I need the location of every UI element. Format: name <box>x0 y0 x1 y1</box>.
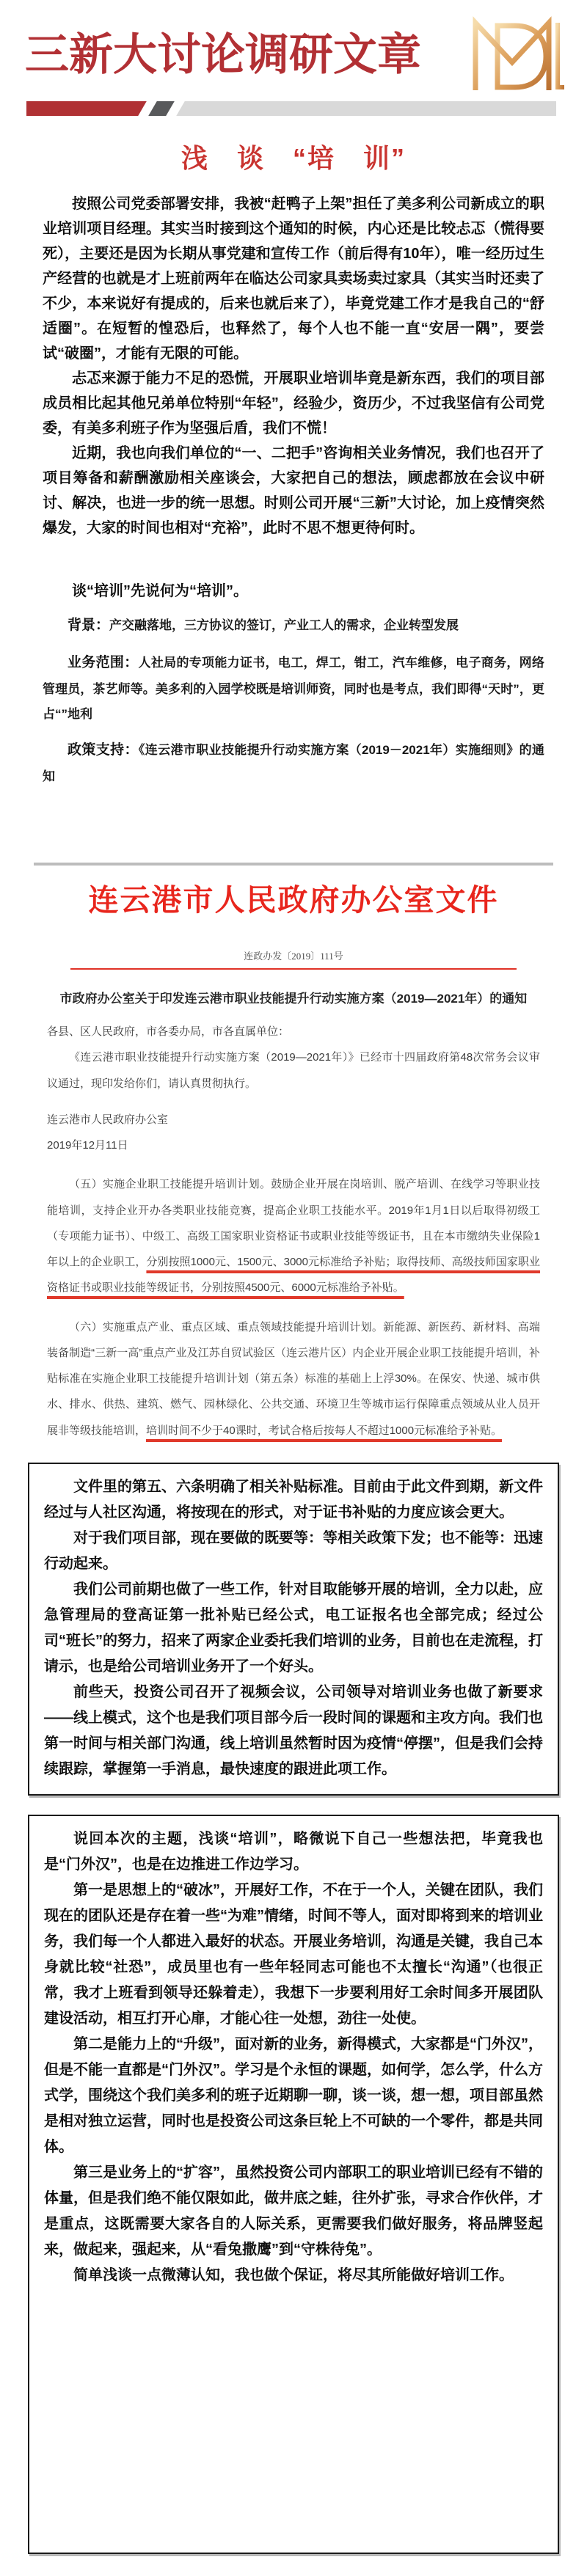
article-title: 浅 谈 “培 训” <box>181 143 406 173</box>
commentary-box-1 <box>28 1463 559 1796</box>
gov-body <box>0 989 587 1443</box>
scope-line <box>43 649 544 727</box>
decorative-bar <box>26 101 556 116</box>
clause6-text: （六）实施重点产业、重点区域、重点领域技能提升培训计划。新能源、新医药、新材料、高端装备制造“三新一高”重点产业及江苏自贸试验区（连云港片区）内企业开展企业职工技能提升培训，补贴标准在实施企业职工技能提升培训计划（第五条）标准的基础上上浮30%。在保安、快递、城市供水、排水、供热、建筑、燃气、园林绿化、公共交通、环境卫生等城市运行保障重点领域从业人员开展非等级技能培训， <box>47 1320 540 1437</box>
talk-intro-line: 谈“培训”先说何为“培训”。 <box>72 583 248 599</box>
clause6-highlight: 培训时间不少于40课时，考试合格后按每人不超过1000元标准给予补贴。 <box>146 1424 503 1437</box>
gov-red-divider <box>70 968 517 970</box>
gov-issuer: 连云港市人民政府办公室 <box>47 1113 169 1126</box>
policy-label: 政策支持： <box>68 742 139 758</box>
gov-top-divider <box>34 863 553 866</box>
commentary-box-2 <box>28 1815 559 2554</box>
article-body <box>43 191 544 541</box>
background-text: 产交融落地，三方协议的签订，产业工人的需求，企业转型发展 <box>109 618 459 632</box>
masthead-title: 三新大讨论调研文章 <box>25 30 421 79</box>
gov-clause-5 <box>47 1171 540 1300</box>
background-label: 背景： <box>68 618 110 633</box>
deco-dark-segment <box>148 101 175 116</box>
box1-paragraph: 对于我们项目部，现在要做的既要等：等相关政策下发；也不能等：迅速行动起来。 <box>44 1529 543 1572</box>
article-section <box>0 138 587 789</box>
masthead <box>0 0 587 94</box>
gov-notice-title: 市政府办公室关于印发连云港市职业技能提升行动实施方案（2019—2021年）的通知 <box>59 992 528 1006</box>
clause5-text: （五）实施企业职工技能提升培训计划。鼓励企业开展在岗培训、脱产培训、在线学习等职业技能培训，支持企业开办各类职业技能竞赛，提高企业职工技能水平。2019年1月1日以后取得初级工（专项能力证书）、中级工、高级工国家职业资格证书或职业技能等级证书，且在本市缴纳失业保险1年以上的企业职工， <box>47 1178 540 1269</box>
government-document <box>0 863 587 1443</box>
article-paragraph: 按照公司党委部署安排，我被“赶鸭子上架”担任了美多利公司新成立的职业培训项目经理。其实当时接到这个通知的时候，内心还是比较忐忑（慌得要死），主要还是因为长期从事党建和宣传工作（前后得有10年），唯一经历过生产经营的也就是才上班前两年在临达公司家具卖场卖过家具（其实当时还卖了不少，本来说好有提成的，后来也就后来了），毕竟党建工作才是我自己的“舒适圈”。在短暂的惶恐后，也释然了，每个人也不能一直“安居一隅”，要尝试“破圈”，才能有无限的可能。 <box>43 196 544 362</box>
gov-date: 2019年12月11日 <box>47 1139 128 1152</box>
clause5-highlight: 分别按照1000元、1500元、3000元标准给予补贴；取得技师、高级技师国家职业资格证书或职业技能等级证书，分别按照4500元、6000元标准给予补贴。 <box>47 1256 540 1295</box>
box2-paragraph: 第一是思想上的“破冰”，开展好工作，不在于一个人，关键在团队，我们现在的团队还是存在着一些“为难”情绪，时间不等人，面对即将到来的培训业务，我们每一个人都进入最好的状态。开展业务培训，沟通是关键，我自己本身就比较“社恐”，成员里也有一些年轻同志可能也不太擅长“沟通”（也很正常，我才上班看到领导还躲着走），我想下一步要利用好工余时间多开展团队建设活动，相互打开心扉，才能心往一处想，劲往一处使。 <box>44 1881 543 2027</box>
gov-body-paragraph: 《连云港市职业技能提升行动实施方案（2019—2021年）》已经市十四届政府第48次常务会议审议通过，现印发给你们，请认真贯彻执行。 <box>47 1051 540 1090</box>
background-line <box>43 612 544 640</box>
deco-light-segment <box>176 101 556 116</box>
gov-clause-6 <box>47 1314 540 1443</box>
box2-paragraph: 第二是能力上的“升级”，面对新的业务，新得模式，大家都是“门外汉”，但是不能一直都是“门外汉”。学习是个永恒的课题，如何学，怎么学，什么方式学，围绕这个我们美多利的班子近期聊一聊，谈一谈，想一想，项目部虽然是相对独立运营，同时也是投资公司这条巨轮上不可缺的一个零件，都是共同体。 <box>44 2035 543 2155</box>
gov-doc-number: 连政办发〔2019〕111号 <box>244 951 343 962</box>
mdl-logo-icon <box>470 14 566 96</box>
policy-line <box>43 736 544 789</box>
box2-paragraph: 简单浅谈一点微薄认知，我也做个保证，将尽其所能做好培训工作。 <box>73 2266 514 2283</box>
box2-paragraph: 说回本次的主题，浅谈“培训”，略微说下自己一些想法把，毕竟我也是“门外汉”，也是在边推进工作边学习。 <box>44 1830 543 1873</box>
box1-paragraph: 前些天，投资公司召开了视频会议，公司领导对培训业务也做了新要求——线上模式，这个也是我们项目部今后一段时间的课题和主攻方向。我们也第一时间与相关部门沟通，线上培训虽然暂时因为疫情“停摆”，但是我们会持续跟踪，掌握第一手消息，最快速度的跟进此项工作。 <box>44 1683 543 1777</box>
box1-paragraph: 文件里的第五、六条明确了相关补贴标准。目前由于此文件到期，新文件经过与人社区沟通，将按现在的形式，对于证书补贴的力度应该会更大。 <box>44 1478 543 1521</box>
article-paragraph: 近期，我也向我们单位的“一、二把手”咨询相关业务情况，我们也召开了项目筹备和薪酬激励相关座谈会，大家把自己的想法，顾虑都放在会议中研讨、解决，也进一步的统一思想。时则公司开展“三新”大讨论，加上疫情突然爆发，大家的时间也相对“充裕”，此时不思不想更待何时。 <box>43 445 544 536</box>
gov-header-title: 连云港市人民政府办公室文件 <box>88 883 499 917</box>
article-paragraph: 忐忑来源于能力不足的恐慌，开展职业培训毕竟是新东西，我们的项目部成员相比起其他兄弟单位特别“年轻”，经验少，资历少，不过我坚信有公司党委，有美多利班子作为坚强后盾，我们不慌！ <box>43 370 544 436</box>
policy-text: 《连云港市职业技能提升行动实施方案（2019－2021年）实施细则》的通知 <box>43 743 544 783</box>
gov-addressees: 各县、区人民政府，市各委办局，市各直属单位： <box>47 1025 290 1039</box>
scope-label: 业务范围： <box>68 655 139 670</box>
scope-text: 人社局的专项能力证书，电工，焊工，钳工，汽车维修，电子商务，网络管理员，茶艺师等。美多利的入园学校既是培训师资，同时也是考点，我们即得“天时”，更占“”地利 <box>43 656 544 721</box>
box1-paragraph: 我们公司前期也做了一些工作，针对目取能够开展的培训，全力以赴，应急管理局的登高证第一批补贴已经公式，电工证报名也全部完成；经过公司“班长”的努力，招来了两家企业委托我们培训的业务，目前也在走流程，打请示，也是给公司培训业务开了一个好头。 <box>44 1581 543 1675</box>
deco-red-segment <box>26 101 147 116</box>
box2-paragraph: 第三是业务上的“扩容”，虽然投资公司内部职工的职业培训已经有不错的体量，但是我们绝不能仅限如此，做井底之蛙，往外扩张，寻求合作伙伴，才是重点，这既需要大家各自的人际关系，更需要我们做好服务，将品牌竖起来，做起来，强起来，从“看兔撒鹰”到“守株待兔”。 <box>44 2164 543 2258</box>
